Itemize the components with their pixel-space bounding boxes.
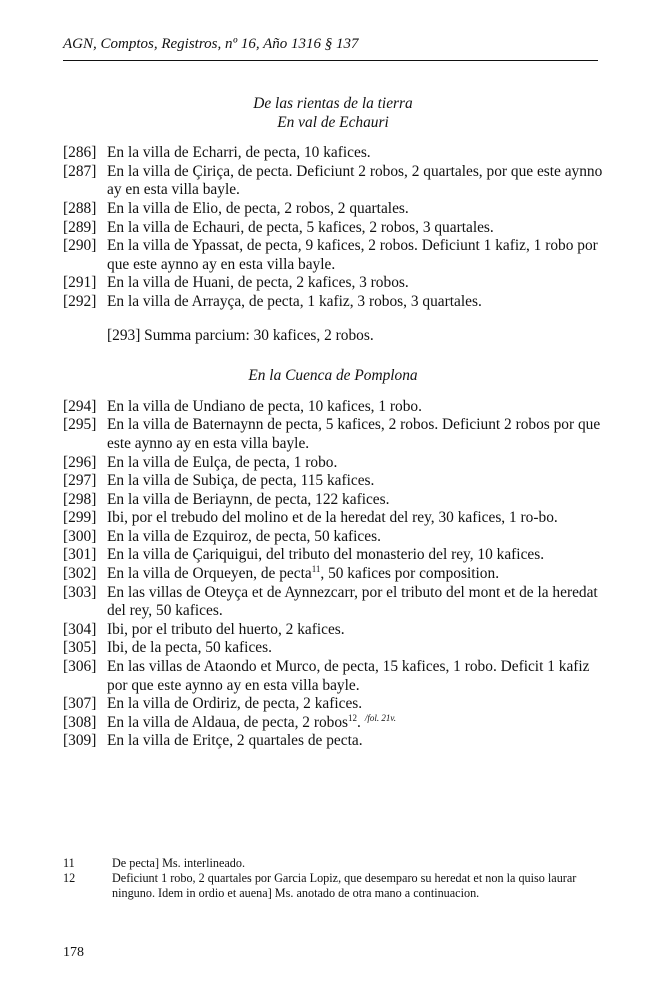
entry-row <box>63 565 603 584</box>
entry-text: En la villa de Eritçe, 2 quartales de pecta. <box>107 732 363 750</box>
entry-text: En la villa de Ezquiroz, de pecta, 50 kafices. <box>107 527 381 545</box>
entry-number: [306] <box>63 658 97 676</box>
entry-text <box>107 714 603 733</box>
entry-text: En la villa de Arrayça, de pecta, 1 kafiz, 3 robos, 3 quartales. <box>107 292 482 310</box>
entry-number: [298] <box>63 490 97 508</box>
entry-text <box>107 565 603 584</box>
entry-text: Ibi, por el trebudo del molino et de la heredat del rey, 30 kafices, 1 ro-bo. <box>107 509 558 527</box>
entry-number: [288] <box>63 199 97 217</box>
folio-marker: /fol. 21v. <box>364 712 396 723</box>
section-heading-line: En la Cuenca de Pomplona <box>248 367 418 385</box>
entry-row <box>63 237 603 274</box>
entry-number: [308] <box>63 713 97 731</box>
entry-list <box>63 398 603 751</box>
entry-number: [302] <box>63 565 97 583</box>
footnote-number: 11 <box>63 856 75 870</box>
footnote-text: Deficiunt 1 robo, 2 quartales por Garcia Lopiz, que desemparo su heredat et non la quiso laurar ninguno. Idem in ordio et auena] Ms. anotado de otra mano a continuacion. <box>112 871 577 900</box>
entry-number: [309] <box>63 732 97 750</box>
entry-text: En la villa de Huani, de pecta, 2 kafices, 3 robos. <box>107 274 409 292</box>
entry-text: En la villa de Elio, de pecta, 2 robos, 2 quartales. <box>107 199 409 217</box>
entry-row <box>63 639 603 658</box>
entry-number: [287] <box>63 162 97 180</box>
entry-row <box>63 274 603 293</box>
footnotes <box>63 856 603 901</box>
entry-row <box>63 200 603 219</box>
entry-number: [294] <box>63 397 97 415</box>
entry-row <box>63 584 603 621</box>
entry-number: [289] <box>63 218 97 236</box>
entry-row <box>63 472 603 491</box>
entry-text: En la villa de Ordiriz, de pecta, 2 kafices. <box>107 695 363 713</box>
entry-number: [297] <box>63 472 97 490</box>
entry-text: En la villa de Çiriça, de pecta. Deficiunt 2 robos, 2 quartales, por que este aynno ay en esta villa bayle. <box>107 162 603 199</box>
entry-row <box>63 732 603 751</box>
entry-text: En la villa de Çariquigui, del tributo del monasterio del rey, 10 kafices. <box>107 546 545 564</box>
entry-text: Ibi, de la pecta, 50 kafices. <box>107 639 272 657</box>
entry-text-part: En la villa de Orqueyen, de pecta <box>107 565 312 583</box>
entry-number: [300] <box>63 527 97 545</box>
footnote-ref: 11 <box>311 563 321 574</box>
entry-number: [290] <box>63 237 97 255</box>
entry-row <box>63 219 603 238</box>
entry-number: [307] <box>63 695 97 713</box>
entry-row <box>63 509 603 528</box>
footnote <box>63 871 603 901</box>
entry-text: En la villa de Eulça, de pecta, 1 robo. <box>107 453 338 471</box>
entry-number: [301] <box>63 546 97 564</box>
section-heading-line: En val de Echauri <box>277 113 389 131</box>
entry-text: En las villas de Ataondo et Murco, de pecta, 15 kafices, 1 robo. Deficit 1 kafiz por que este aynno ay en esta villa bayle. <box>107 658 590 694</box>
entry-number: [292] <box>63 292 97 310</box>
footnote-number: 12 <box>63 871 76 885</box>
entry-number: [291] <box>63 274 97 292</box>
entry-text: En la villa de Undiano de pecta, 10 kafices, 1 robo. <box>107 397 422 415</box>
entry-list <box>63 144 603 311</box>
entry-text: Ibi, por el tributo del huerto, 2 kafices. <box>107 620 345 638</box>
entry-text-part: En la villa de Aldaua, de pecta, 2 robos <box>107 713 349 731</box>
entry-row <box>63 491 603 510</box>
summa-line: [293] Summa parcium: 30 kafices, 2 robos. <box>107 326 374 344</box>
page-number: 178 <box>63 945 84 960</box>
entry-row <box>63 398 603 417</box>
entry-text: En la villa de Baternaynn de pecta, 5 kafices, 2 robos. Deficiunt 2 robos por que este aynno ay en esta villa bayle. <box>107 416 601 452</box>
entry-text: En la villa de Ypassat, de pecta, 9 kafices, 2 robos. Deficiunt 1 kafiz, 1 robo por que este aynno ay en esta villa bayle. <box>107 237 598 273</box>
section-heading <box>63 367 603 386</box>
entry-row <box>63 528 603 547</box>
entry-row <box>63 546 603 565</box>
header-rule <box>63 60 598 61</box>
entry-number: [296] <box>63 453 97 471</box>
footnote <box>63 856 603 871</box>
footnote-ref: 12 <box>348 712 358 723</box>
entry-number: [305] <box>63 639 97 657</box>
entry-text-part: . <box>357 713 361 731</box>
entry-number: [286] <box>63 144 97 162</box>
running-header: AGN, Comptos, Registros, nº 16, Año 1316 § 137 <box>63 36 359 52</box>
entry-row <box>63 695 603 714</box>
entry-number: [303] <box>63 583 97 601</box>
entry-text: En la villa de Echarri, de pecta, 10 kafices. <box>107 144 371 162</box>
entry-row <box>63 416 603 453</box>
entry-row <box>63 714 603 733</box>
entry-number: [295] <box>63 416 97 434</box>
entry-number: [299] <box>63 509 97 527</box>
entry-text: En la villa de Subiça, de pecta, 115 kafices. <box>107 472 375 490</box>
entry-row <box>63 293 603 312</box>
entry-text: En la villa de Beriaynn, de pecta, 122 kafices. <box>107 490 390 508</box>
section-heading-line: De las rientas de la tierra <box>253 95 413 112</box>
entry-row <box>63 144 603 163</box>
main-text <box>63 95 603 751</box>
entry-row <box>63 454 603 473</box>
entry-text: En las villas de Oteyça et de Aynnezcarr, por el tributo del mont et de la heredat del rey, 50 kafices. <box>107 583 598 620</box>
entry-text: En la villa de Echauri, de pecta, 5 kafices, 2 robos, 3 quartales. <box>107 218 494 236</box>
entry-row <box>63 658 603 695</box>
entry-text-part: , 50 kafices por composition. <box>320 565 500 583</box>
footnote-text: De pecta] Ms. interlineado. <box>112 856 245 870</box>
entry-number: [304] <box>63 620 97 638</box>
entry-row <box>63 621 603 640</box>
entry-row <box>63 163 603 200</box>
section-heading <box>63 95 603 132</box>
